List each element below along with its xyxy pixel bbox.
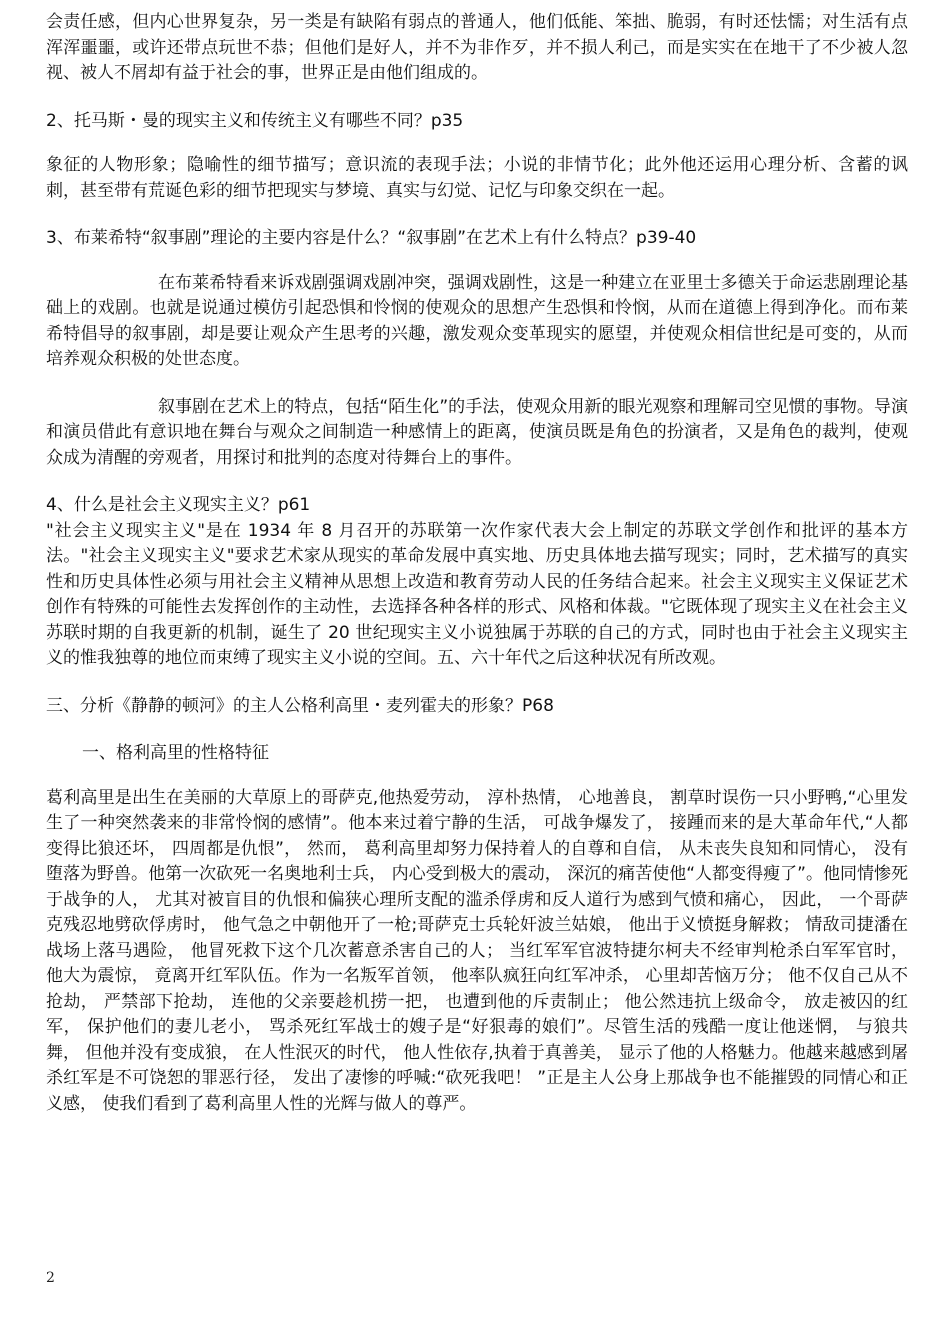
document-page	[46, 10, 908, 1117]
question-4-heading: 4、什么是社会主义现实主义？p61	[46, 495, 311, 515]
answer-3-paragraph-2: 叙事剧在艺术上的特点，包括“陌生化”的手法，使观众用新的眼光观察和理解司空见惯的事物。导演和演员借此有意识地在舞台与观众之间制造一种感情上的距离，使演员既是角色的扮演者，又是角色的裁判，使观众成为清醒的旁观者，用探讨和批判的态度对待舞台上的事件。	[46, 396, 908, 468]
subsection-heading: 一、格利高里的性格特征	[82, 743, 269, 763]
question-2-heading: 2、托马斯・曼的现实主义和传统主义有哪些不同？p35	[46, 110, 464, 131]
answer-3-paragraph-1: 在布莱希特看来诉戏剧强调戏剧冲突，强调戏剧性，这是一种建立在亚里士多德关于命运悲剧理论基础上的戏剧。也就是说通过模仿引起恐惧和怜悯的使观众的思想产生恐惧和怜悯，从而在道德上得到净化。而布莱希特倡导的叙事剧，却是要让观众产生思考的兴趣，激发观众变革现实的愿望，并使观众相信世纪是可变的，从而培养观众积极的处世态度。	[46, 272, 908, 369]
question-3-heading: 3、布莱希特“叙事剧”理论的主要内容是什么？“叙事剧”在艺术上有什么特点？p39-40	[46, 228, 697, 248]
section-3-heading: 三、分析《静静的顿河》的主人公格利高里・麦列霍夫的形象？P68	[46, 695, 554, 716]
answer-2-paragraph: 象征的人物形象；隐喻性的细节描写；意识流的表现手法；小说的非情节化；此外他还运用心理分析、含蓄的讽刺，甚至带有荒诞色彩的细节把现实与梦境、真实与幻觉、记忆与印象交织在一起。	[46, 155, 908, 201]
page-number: 2	[46, 1270, 55, 1286]
answer-4-paragraph: "社会主义现实主义"是在 1934 年 8 月召开的苏联第一次作家代表大会上制定的苏联文学创作和批评的基本方法。"社会主义现实主义"要求艺术家从现实的革命发展中真实地、历史具体地去描写现实；同时，艺术描写的真实性和历史具体性必须与用社会主义精神从思想上改造和教育劳动人民的任务结合起来。社会主义现实主义保证艺术创作有特殊的可能性去发挥创作的主动性，去选择各种各样的形式、风格和体裁。"它既体现了现实主义在社会主义苏联时期的自我更新的机制，诞生了 20 世纪现实主义小说独属于苏联的自己的方式，同时也由于社会主义现实主义的惟我独尊的地位而束缚了现实主义小说的空间。五、六十年代之后这种状况有所改观。	[46, 520, 908, 668]
character-analysis-paragraph: 葛利高里是出生在美丽的大草原上的哥萨克,他热爱劳动， 淳朴热情， 心地善良， 割草时误伤一只小野鸭,“心里发生了一种突然袭来的非常怜悯的感情”。他本来过着宁静的生活， 可战争爆发了， 接踵而来的是大革命年代,“人都变得比狼还坏， 四周都是仇恨”， 然而， 葛利高里却努力保持着人的自尊和自信， 从未丧失良知和同情心， 没有堕落为野兽。他第一次砍死一名奥地利士兵， 内心受到极大的震动， 深沉的痛苦使他“人都变得瘦了”。他同情惨死于战争的人， 尤其对被盲目的仇恨和偏狭心理所支配的滥杀俘虏和反人道行为感到气愤和痛心， 因此， 一个哥萨克残忍地劈砍俘虏时， 他气急之中朝他开了一枪;哥萨克士兵轮奸波兰姑娘， 他出于义愤挺身解救； 情敌司捷潘在战场上落马遇险， 他冒死救下这个几次蓄意杀害自己的人； 当红军军官波特捷尔柯夫不经审判枪杀白军军官时， 他大为震惊， 竟离开红军队伍。作为一名叛军首领， 他率队疯狂向红军冲杀， 心里却苦恼万分； 他不仅自己从不抢劫， 严禁部下抢劫， 连他的父亲要趁机捞一把， 也遭到他的斥责制止； 他公然违抗上级命令， 放走被囚的红军， 保护他们的妻儿老小， 骂杀死红军战士的嫂子是“好狠毒的娘们”。尽管生活的残酷一度让他迷惘， 与狼共舞， 但他并没有变成狼， 在人性泯灭的时代， 他人性依存,执着于真善美， 显示了他的人格魅力。他越来越感到屠杀红军是不可饶恕的罪恶行径， 发出了凄惨的呼喊:“砍死我吧！ ”正是主人公身上那战争也不能摧毁的同情心和正义感， 使我们看到了葛利高里人性的光辉与做人的尊严。	[46, 787, 908, 1114]
paragraph-continuation: 会责任感，但内心世界复杂，另一类是有缺陷有弱点的普通人，他们低能、笨拙、脆弱，有时还怯懦；对生活有点浑浑噩噩，或许还带点玩世不恭；但他们是好人，并不为非作歹，并不损人利己，而是实实在在地干了不少被人忽视、被人不屑却有益于社会的事，世界正是由他们组成的。	[46, 12, 908, 83]
